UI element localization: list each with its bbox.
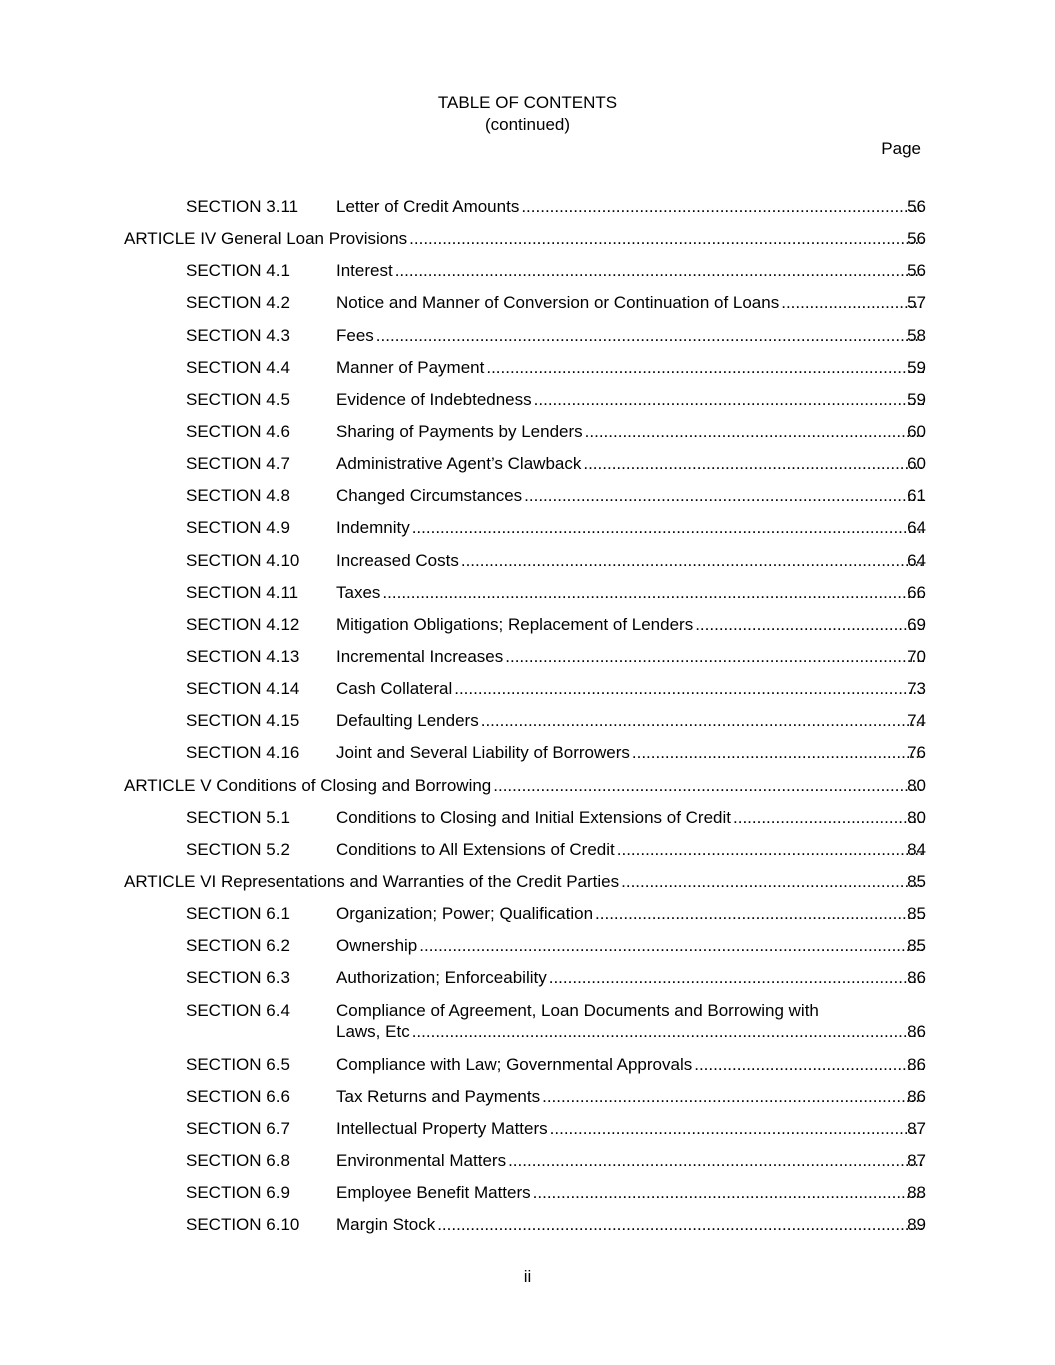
- toc-entry-title-line: [336, 1118, 925, 1140]
- page-reference: 80: [907, 807, 926, 827]
- toc-entry-title-line: [336, 389, 925, 411]
- section-title: Intellectual Property Matters: [336, 1118, 548, 1138]
- toc-section-entry[interactable]: [0, 453, 1055, 485]
- toc-entry-title-line: [336, 1086, 925, 1108]
- toc-entry-title-line: [336, 357, 925, 379]
- section-title: Increased Costs: [336, 550, 459, 570]
- dot-leader: [505, 646, 924, 668]
- toc-entry-title-line: [336, 517, 925, 539]
- page-reference: 89: [907, 1215, 926, 1235]
- dot-leader: [419, 935, 924, 957]
- section-title: Letter of Credit Amounts: [336, 197, 520, 216]
- section-title: Authorization; Enforceability: [336, 968, 547, 988]
- section-title: Sharing of Payments by Lenders: [336, 421, 583, 441]
- dot-leader: [694, 1054, 924, 1076]
- dot-leader: [412, 517, 924, 539]
- toc-entry-title-line: [336, 967, 925, 989]
- section-number: SECTION 4.10: [186, 550, 300, 570]
- section-number: SECTION 6.2: [186, 936, 290, 956]
- page-reference: 86: [907, 968, 926, 988]
- toc-entry-title-line: [336, 1021, 925, 1043]
- toc-section-entry[interactable]: [0, 260, 1055, 292]
- section-title: Incremental Increases: [336, 646, 504, 666]
- toc-title: TABLE OF CONTENTS: [437, 93, 618, 112]
- toc-entry-title-line: [336, 1182, 925, 1204]
- section-number: SECTION 4.2: [186, 293, 290, 313]
- section-number: SECTION 3.11: [186, 197, 299, 216]
- section-number: SECTION 6.6: [186, 1086, 290, 1106]
- page-reference: 60: [907, 454, 926, 474]
- section-number: SECTION 4.3: [186, 325, 290, 345]
- dot-leader: [376, 325, 924, 347]
- section-title: Tax Returns and Payments: [336, 1086, 541, 1106]
- toc-entry-title-line: [336, 1214, 925, 1236]
- toc-section-entry[interactable]: [0, 357, 1055, 389]
- page-reference: 64: [907, 550, 926, 570]
- section-number: SECTION 4.14: [186, 679, 300, 699]
- section-number: SECTION 4.13: [186, 646, 300, 666]
- dot-leader: [486, 357, 924, 379]
- toc-section-entry[interactable]: [0, 421, 1055, 453]
- section-title: Organization; Power; Qualification: [336, 904, 594, 924]
- section-number: SECTION 4.1: [186, 261, 290, 281]
- page-reference: 64: [907, 518, 926, 538]
- page-reference: 70: [907, 646, 926, 666]
- toc-section-entry[interactable]: [0, 1182, 1055, 1214]
- section-title-line1: Compliance of Agreement, Loan Documents and Borrowing with: [336, 1000, 819, 1020]
- toc-entry-title-line: [336, 903, 925, 925]
- page-reference: 60: [907, 421, 926, 441]
- toc-section-entry[interactable]: [0, 325, 1055, 357]
- section-number: SECTION 6.7: [186, 1118, 290, 1138]
- section-title: Taxes: [336, 582, 381, 602]
- toc-entry-title-line: [124, 871, 925, 893]
- toc-entry-title-line: [336, 646, 925, 668]
- article-title: ARTICLE V Conditions of Closing and Borrowing: [124, 775, 492, 795]
- dot-leader: [585, 421, 924, 443]
- section-title: Conditions to Closing and Initial Extensions of Credit: [336, 807, 731, 827]
- toc-section-entry[interactable]: [0, 1214, 1055, 1246]
- toc-section-entry[interactable]: [0, 1118, 1055, 1150]
- page-reference: 85: [907, 936, 926, 956]
- section-title: Mitigation Obligations; Replacement of Lenders: [336, 614, 694, 634]
- section-title: Indemnity: [336, 518, 410, 538]
- toc-section-entry[interactable]: [0, 485, 1055, 517]
- toc-section-entry[interactable]: [0, 1150, 1055, 1182]
- toc-subtitle: (continued): [484, 115, 571, 134]
- article-title: ARTICLE IV General Loan Provisions: [124, 229, 408, 249]
- dot-leader: [781, 292, 924, 314]
- dot-leader: [533, 1182, 924, 1204]
- dot-leader: [461, 550, 924, 572]
- toc-section-entry[interactable]: [0, 678, 1055, 710]
- section-number: SECTION 4.12: [186, 614, 300, 634]
- toc-entry-title-line: [336, 453, 925, 475]
- toc-entry-title-line: [336, 421, 925, 443]
- toc-section-entry[interactable]: [0, 903, 1055, 935]
- section-title: Compliance with Law; Governmental Approvals: [336, 1054, 693, 1074]
- toc-entry-title-line: [336, 839, 925, 861]
- section-title-line2: Laws, Etc: [336, 1021, 410, 1041]
- toc-section-entry[interactable]: [0, 646, 1055, 678]
- dot-leader: [632, 742, 924, 764]
- page-reference: 59: [907, 357, 926, 377]
- toc-entry-title-line: [336, 935, 925, 957]
- page-reference: 80: [907, 775, 926, 795]
- page-reference: 85: [907, 904, 926, 924]
- toc-section-entry[interactable]: [0, 935, 1055, 967]
- toc-entry-title-line: [124, 228, 925, 250]
- section-number: SECTION 5.1: [186, 807, 290, 827]
- section-title: Interest: [336, 261, 393, 281]
- section-number: SECTION 6.4: [186, 1000, 290, 1020]
- toc-section-entry[interactable]: [0, 839, 1055, 871]
- section-number: SECTION 4.15: [186, 711, 300, 731]
- section-number: SECTION 6.3: [186, 968, 290, 988]
- section-title: Changed Circumstances: [336, 486, 523, 506]
- toc-entry-title-line: [336, 485, 925, 507]
- section-title: Margin Stock: [336, 1215, 436, 1235]
- section-number: SECTION 5.2: [186, 839, 290, 859]
- dot-leader: [409, 228, 924, 250]
- toc-section-entry[interactable]: [0, 582, 1055, 614]
- toc-header: [0, 92, 1055, 136]
- dot-leader: [508, 1150, 924, 1172]
- dot-leader: [382, 582, 924, 604]
- toc-entry-title-line: [336, 614, 925, 636]
- section-number: SECTION 4.7: [186, 454, 290, 474]
- dot-leader: [733, 807, 924, 829]
- toc-entry-title-line: [336, 678, 925, 700]
- section-number: SECTION 4.11: [186, 582, 299, 602]
- toc-list: [0, 196, 1055, 1246]
- toc-entry-title-line: [336, 550, 925, 572]
- section-title: Joint and Several Liability of Borrowers: [336, 743, 630, 763]
- section-number: SECTION 4.5: [186, 389, 290, 409]
- page-reference: 59: [907, 389, 926, 409]
- dot-leader: [549, 967, 924, 989]
- toc-section-entry[interactable]: [0, 517, 1055, 549]
- dot-leader: [521, 196, 924, 218]
- toc-entry-title-line: [336, 742, 925, 764]
- page-reference: 87: [907, 1118, 926, 1138]
- toc-entry-title-line: [124, 775, 925, 797]
- page-reference: 66: [907, 582, 926, 602]
- section-number: SECTION 4.6: [186, 421, 290, 441]
- section-number: SECTION 4.16: [186, 743, 300, 763]
- section-number: SECTION 6.8: [186, 1150, 290, 1170]
- page-reference: 74: [907, 711, 926, 731]
- dot-leader: [524, 485, 924, 507]
- page-reference: 56: [907, 261, 926, 281]
- dot-leader: [395, 260, 924, 282]
- page-reference: 84: [907, 839, 926, 859]
- toc-entry-title-line: [336, 1054, 925, 1076]
- toc-section-entry[interactable]: [0, 1086, 1055, 1118]
- dot-leader: [481, 710, 924, 732]
- toc-article-entry[interactable]: [0, 775, 1055, 807]
- page-reference: 86: [907, 1054, 926, 1074]
- page-reference: 61: [907, 486, 926, 506]
- page-reference: 76: [907, 743, 926, 763]
- section-number: SECTION 6.5: [186, 1054, 290, 1074]
- toc-entry-title-line: [336, 710, 925, 732]
- toc-section-entry[interactable]: [0, 1000, 1055, 1054]
- section-number: SECTION 6.10: [186, 1215, 300, 1235]
- section-title: Ownership: [336, 936, 418, 956]
- dot-leader: [437, 1214, 924, 1236]
- toc-entry-title-line: [336, 196, 925, 218]
- toc-section-entry[interactable]: [0, 550, 1055, 582]
- toc-section-entry[interactable]: [0, 614, 1055, 646]
- page-reference: 87: [907, 1150, 926, 1170]
- section-number: SECTION 6.1: [186, 904, 290, 924]
- dot-leader: [695, 614, 924, 636]
- toc-section-entry[interactable]: [0, 1054, 1055, 1086]
- dot-leader: [412, 1021, 924, 1043]
- page-reference: 73: [907, 679, 926, 699]
- toc-section-entry[interactable]: [0, 292, 1055, 324]
- section-title: Fees: [336, 325, 374, 345]
- section-title: Employee Benefit Matters: [336, 1183, 531, 1203]
- dot-leader: [621, 871, 924, 893]
- section-title: Manner of Payment: [336, 357, 485, 377]
- section-title: Notice and Manner of Conversion or Continuation of Loans: [336, 293, 780, 313]
- toc-section-entry[interactable]: [0, 967, 1055, 999]
- page-reference: 56: [907, 229, 926, 249]
- toc-article-entry[interactable]: [0, 871, 1055, 903]
- section-title: Defaulting Lenders: [336, 711, 479, 731]
- section-title: Environmental Matters: [336, 1150, 507, 1170]
- toc-article-entry[interactable]: [0, 228, 1055, 260]
- toc-section-entry[interactable]: [0, 710, 1055, 742]
- toc-entry-title-line: [336, 292, 925, 314]
- page-reference: 86: [907, 1021, 926, 1041]
- toc-entry-title-line: [336, 582, 925, 604]
- toc-entry-title-line: [336, 325, 925, 347]
- page-reference: 69: [907, 614, 926, 634]
- section-title: Administrative Agent’s Clawback: [336, 454, 582, 474]
- dot-leader: [493, 775, 924, 797]
- dot-leader: [534, 389, 924, 411]
- section-title: Cash Collateral: [336, 679, 453, 699]
- page-number: ii: [523, 1267, 532, 1286]
- section-number: SECTION 4.9: [186, 518, 290, 538]
- page-column-label: Page: [881, 139, 921, 158]
- dot-leader: [595, 903, 924, 925]
- dot-leader: [454, 678, 924, 700]
- toc-section-entry[interactable]: [0, 196, 1055, 228]
- page-reference: 57: [907, 293, 926, 313]
- page-reference: 56: [907, 197, 926, 216]
- toc-entry-title-line: [336, 807, 925, 829]
- page-reference: 86: [907, 1086, 926, 1106]
- toc-section-entry[interactable]: [0, 807, 1055, 839]
- section-number: SECTION 4.4: [186, 357, 290, 377]
- toc-entry-title-line: [336, 260, 925, 282]
- dot-leader: [542, 1086, 924, 1108]
- page-reference: 58: [907, 325, 926, 345]
- dot-leader: [583, 453, 924, 475]
- article-title: ARTICLE VI Representations and Warranties of the Credit Parties: [124, 871, 620, 891]
- section-title: Conditions to All Extensions of Credit: [336, 839, 615, 859]
- page-reference: 85: [907, 871, 926, 891]
- toc-section-entry[interactable]: [0, 389, 1055, 421]
- section-title: Evidence of Indebtedness: [336, 389, 532, 409]
- dot-leader: [550, 1118, 924, 1140]
- section-number: SECTION 4.8: [186, 486, 290, 506]
- toc-entry-title-line: [336, 1150, 925, 1172]
- page-reference: 88: [907, 1183, 926, 1203]
- dot-leader: [617, 839, 924, 861]
- section-number: SECTION 6.9: [186, 1183, 290, 1203]
- toc-section-entry[interactable]: [0, 742, 1055, 774]
